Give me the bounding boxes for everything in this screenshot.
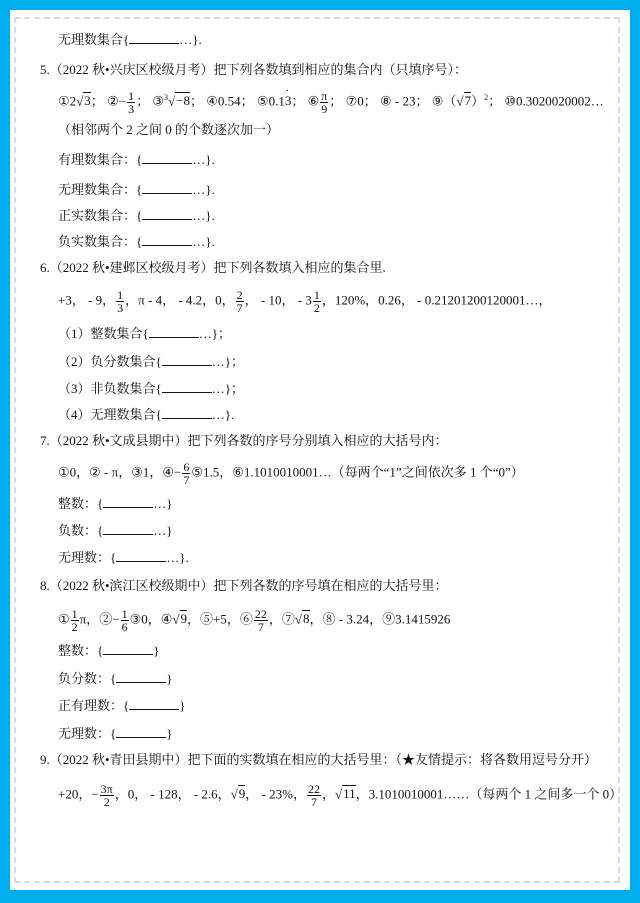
text-segment: ；: [488, 93, 502, 109]
radicand: 7: [464, 93, 472, 109]
fraction: [127, 90, 135, 115]
text-segment: ，3.1010010001……（每两个 1 之间多一个 0）: [355, 786, 623, 802]
text-segment: ，0， - 128， - 2.6，: [114, 786, 231, 802]
text-segment: }: [166, 726, 173, 741]
text-segment: }: [153, 643, 160, 658]
question-9-header: 9.（2022 秋•青田县期中）把下面的实数填在相应的大括号里：（★友情提示：将各数用逗号分开）: [40, 752, 598, 767]
q5-set-rational: [58, 152, 215, 168]
q6-set-irrational: [58, 407, 234, 423]
answer-blank[interactable]: [142, 152, 192, 164]
radicand: −8: [176, 93, 190, 109]
q5-set-negative: [58, 234, 215, 250]
text-segment: }: [179, 698, 186, 713]
item-number-marker: ⑧: [379, 94, 392, 110]
text-segment: ，⑧ - 3.24，⑨3.1415926: [309, 611, 451, 627]
text-segment: ）: [471, 93, 485, 109]
text-segment: ；: [415, 93, 429, 109]
question-6-header: 6.（2022 秋•建邺区校级月考）把下列各数填入相应的集合里.: [40, 260, 386, 275]
answer-blank[interactable]: [103, 643, 153, 655]
answer-blank[interactable]: [129, 32, 179, 44]
item-number-marker: ⑤: [256, 94, 269, 110]
fraction: [71, 608, 79, 633]
text-segment: ；: [363, 93, 377, 109]
text-segment: 整数：{: [58, 496, 104, 511]
text-segment: 负分数：{: [58, 671, 117, 686]
text-segment: ，⑦: [268, 611, 295, 627]
item-number-marker: ⑨: [431, 94, 444, 110]
denominator: 7: [183, 473, 190, 487]
text-segment: （4）无理数集合{: [58, 407, 162, 422]
fraction: [182, 461, 190, 486]
text-segment: …}；: [198, 326, 231, 341]
q7-set-negatives: [58, 523, 173, 539]
text-segment: }: [166, 671, 173, 686]
carryover-set-line: [58, 32, 202, 48]
denominator: 7: [236, 301, 243, 315]
text-segment: 负实数集合：{: [58, 234, 143, 249]
q6-set-nonnegative: [58, 381, 244, 397]
question-7-header: 7.（2022 秋•文成县期中）把下列各数的序号分别填入相应的大括号内：: [40, 433, 448, 448]
text-segment: ，: [321, 786, 335, 802]
fraction: [100, 783, 114, 808]
q8-set-irrational: [58, 726, 173, 742]
text-segment: −: [118, 93, 127, 109]
text-segment: 整数：{: [58, 643, 104, 658]
text-segment: +20，−: [58, 786, 99, 802]
text-segment: ⑤1.5，⑥1.1010010001…（每两个“1”之间依次多 1 个“0”）: [191, 464, 524, 480]
q7-set-irrational: [58, 550, 189, 566]
text-segment: 正实数集合：{: [58, 208, 143, 223]
radical-sign-icon: √: [172, 611, 180, 627]
question-6-numbers: [58, 289, 552, 314]
fraction: [116, 289, 124, 314]
numerator: 22: [254, 607, 267, 621]
fraction: [313, 289, 321, 314]
text-segment: 2: [69, 93, 77, 109]
text-segment: …}.: [192, 182, 215, 197]
answer-blank[interactable]: [103, 496, 153, 508]
text-segment: 0.3020020002…: [516, 93, 604, 109]
q8-set-negative-fractions: [58, 671, 173, 687]
numerator: π: [321, 89, 328, 103]
text-segment: …}；: [211, 381, 244, 396]
q5-set-positive: [58, 208, 215, 224]
text-segment: （1）整数集合{: [58, 326, 149, 341]
item-number-marker: ①: [58, 612, 70, 628]
denominator: 6: [121, 620, 128, 634]
text-segment: …}；: [211, 354, 244, 369]
numerator: 6: [183, 460, 190, 474]
answer-blank[interactable]: [162, 381, 212, 393]
text-segment: ；: [240, 93, 254, 109]
item-number-marker: ①: [58, 94, 70, 110]
denominator: 3: [128, 102, 135, 116]
text-segment: …}.: [192, 208, 215, 223]
text-segment: ，⑤+5，⑥: [187, 611, 253, 627]
text-segment: 0: [357, 93, 364, 109]
answer-blank[interactable]: [162, 354, 212, 366]
denominator: 2: [313, 301, 320, 315]
text-segment: …}: [153, 496, 173, 511]
text-segment: +3， - 9，: [58, 292, 116, 308]
text-segment: ；: [189, 93, 203, 109]
text-segment: …}.: [192, 234, 215, 249]
radical-sign-icon: √: [456, 93, 464, 109]
denominator: 3: [117, 301, 124, 315]
q8-set-integers: [58, 643, 160, 659]
radicand: 11: [343, 786, 356, 802]
answer-blank[interactable]: [116, 726, 166, 738]
denominator: 9: [321, 102, 328, 116]
set-tail: …}.: [179, 32, 202, 47]
text-segment: 0.54: [217, 93, 241, 109]
q5-set-irrational: [58, 182, 215, 198]
denominator: 7: [257, 620, 264, 634]
numerator: 1: [71, 607, 78, 621]
text-segment: ，120%，0.26， - 0.21201200120001…，: [321, 292, 552, 308]
numerator: 22: [307, 782, 320, 796]
text-segment: （: [443, 93, 457, 109]
radical-sign-icon: √: [76, 93, 84, 109]
answer-blank[interactable]: [142, 234, 192, 246]
question-8-numbers: [58, 608, 450, 633]
question-8-header: 8.（2022 秋•滨江区校级期中）把下列各数的序号填在相应的大括号里：: [40, 578, 448, 593]
text-segment: 3 ·: [285, 93, 292, 108]
text-segment: ③0，④: [129, 611, 173, 627]
question-7-numbers: [58, 461, 524, 486]
radicand: 8: [303, 611, 310, 627]
text-segment: 0.1: [268, 93, 285, 109]
radical-sign-icon: √: [294, 611, 303, 627]
text-segment: 无理数：{: [58, 550, 117, 565]
text-segment: ；: [136, 93, 150, 109]
item-number-marker: ③: [152, 94, 164, 110]
text-segment: ；: [291, 93, 305, 109]
superscript: 2: [484, 93, 489, 103]
numerator: 2: [236, 288, 243, 302]
radical-sign-icon: √: [334, 786, 343, 802]
answer-blank[interactable]: [116, 550, 166, 562]
radical-sign-icon: √: [167, 93, 176, 109]
fraction: [254, 608, 268, 633]
denominator: 7: [310, 795, 317, 809]
text-segment: π，②−: [79, 611, 120, 627]
answer-blank[interactable]: [142, 208, 192, 220]
answer-blank[interactable]: [162, 407, 212, 419]
worksheet-page: [10, 10, 630, 890]
answer-blank[interactable]: [149, 326, 199, 338]
radicand: 3: [84, 93, 91, 109]
item-number-marker: ⑦: [345, 94, 358, 110]
text-segment: ， - 10， - 3: [244, 292, 312, 308]
radical-sign-icon: √: [230, 786, 238, 802]
item-number-marker: ⑩: [504, 94, 516, 110]
question-5-note: （相邻两个 2 之间 0 的个数逐次加一）: [58, 122, 280, 137]
text-segment: …}.: [192, 152, 215, 167]
text-segment: ，π - 4， - 4.2，0，: [125, 292, 235, 308]
q6-set-integers: [58, 326, 231, 342]
denominator: 2: [71, 620, 78, 634]
numerator: 1: [117, 288, 124, 302]
text-segment: ；: [329, 93, 343, 109]
fraction: [307, 783, 321, 808]
radicand: 9: [180, 611, 188, 627]
fraction: [320, 90, 328, 115]
q7-set-integers: [58, 496, 173, 512]
text-segment: - 23: [391, 93, 416, 109]
text-segment: ；: [90, 93, 104, 109]
text-segment: …}.: [211, 407, 235, 422]
numerator: 3π: [100, 782, 113, 796]
text-segment: （3）非负数集合{: [58, 381, 162, 396]
text-segment: 无理数：{: [58, 726, 117, 741]
numerator: 1: [121, 607, 128, 621]
numerator: 1: [128, 89, 135, 103]
question-5-header: 5.（2022 秋•兴庆区校级月考）把下列各数填到相应的集合内（只填序号）：: [40, 62, 468, 77]
text-segment: 负数：{: [58, 523, 104, 538]
q8-set-positive-rationals: [58, 698, 186, 714]
radicand: 9: [238, 786, 246, 802]
answer-blank[interactable]: [129, 698, 179, 710]
item-number-marker: ②: [107, 94, 119, 110]
fraction: [121, 608, 129, 633]
text-segment: 无理数集合：{: [58, 182, 143, 197]
text-segment: ①0，② - π，③1，④−: [58, 464, 182, 480]
text-segment: 有理数集合：{: [58, 152, 143, 167]
question-9-numbers: [58, 783, 622, 808]
set-label: 无理数集合{: [58, 32, 130, 47]
denominator: 2: [103, 795, 110, 809]
numerator: 1: [313, 288, 320, 302]
text-segment: …}: [153, 523, 173, 538]
text-segment: 正有理数：{: [58, 698, 130, 713]
text-segment: …}.: [166, 550, 189, 565]
fraction: [236, 289, 244, 314]
question-5-numbers: [58, 90, 604, 115]
answer-blank[interactable]: [142, 182, 192, 194]
item-number-marker: ④: [206, 94, 218, 110]
answer-blank[interactable]: [116, 671, 166, 683]
text-segment: （2）负分数集合{: [58, 354, 162, 369]
item-number-marker: ⑥: [307, 94, 320, 110]
superscript: 3: [163, 93, 168, 103]
text-segment: ， - 23%，: [245, 786, 306, 802]
answer-blank[interactable]: [103, 523, 153, 535]
q6-set-negative-fractions: [58, 354, 244, 370]
